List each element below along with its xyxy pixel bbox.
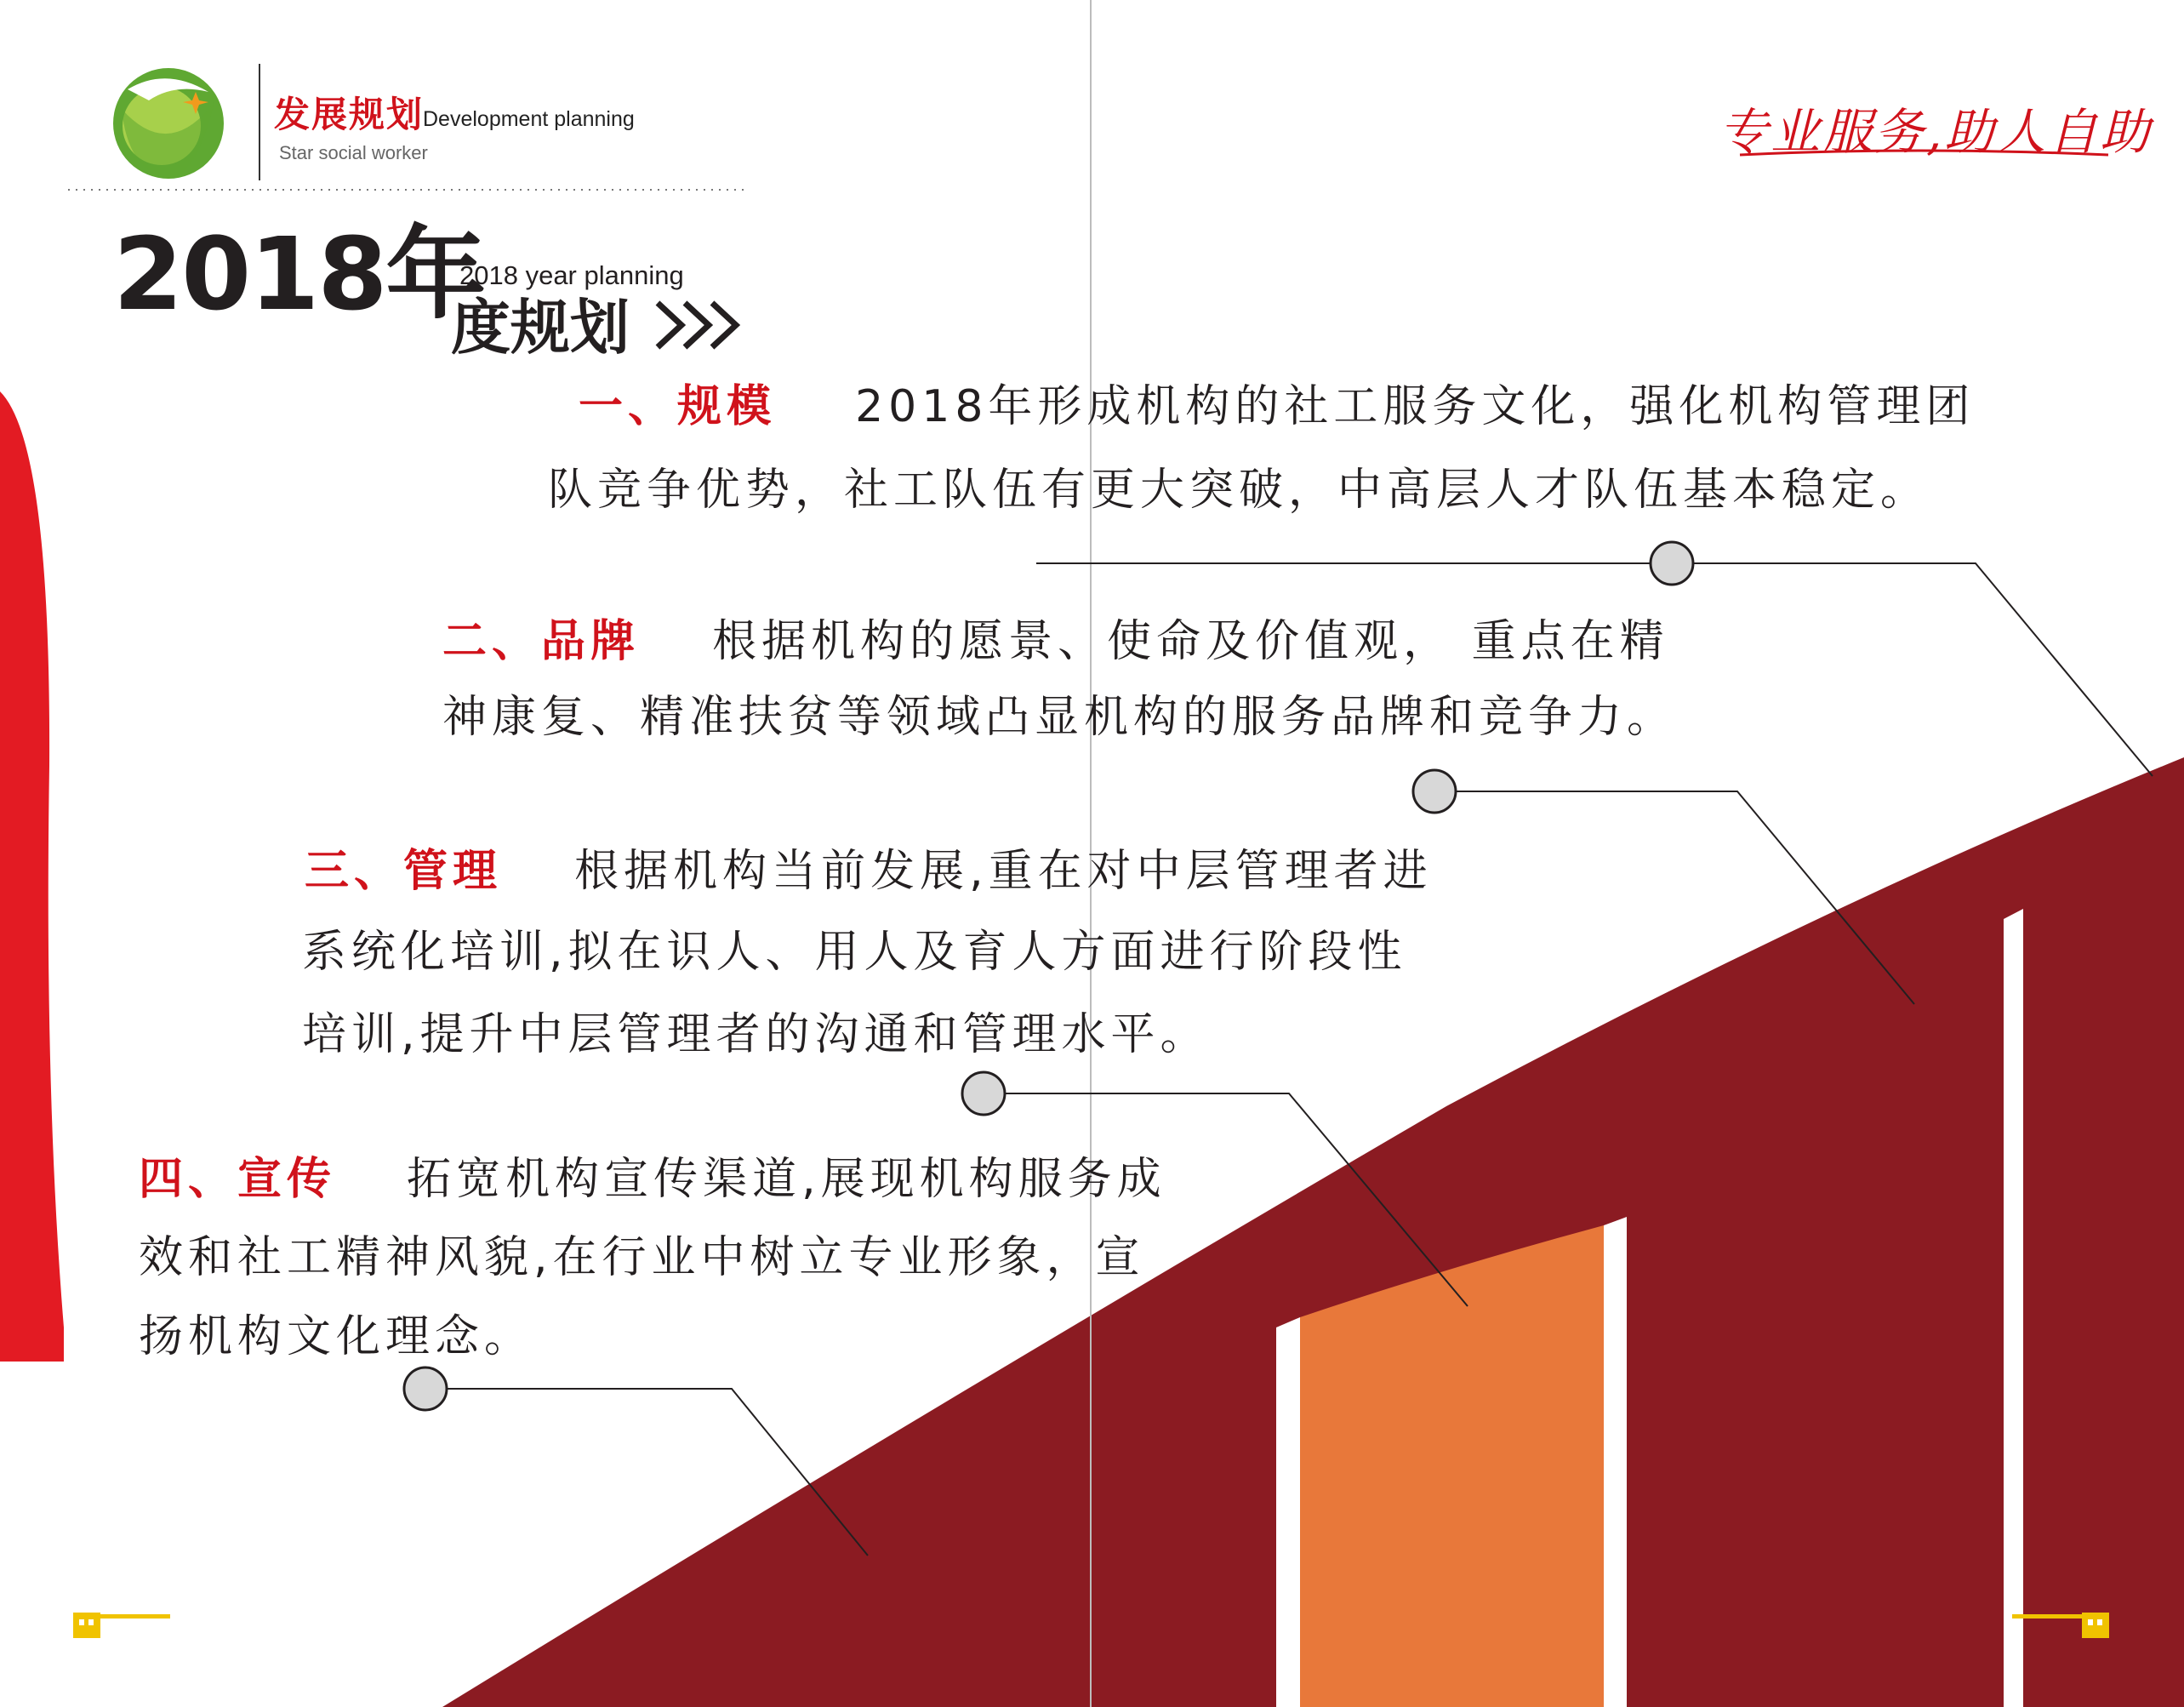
- section-3-line-2: 系统化培训,拟在识人、用人及育人方面进行阶段性: [302, 927, 1407, 978]
- section-2-heading: 二、品牌: [442, 616, 641, 667]
- section-3-text-1: 根据机构当前发展,重在对中层管理者进: [574, 846, 1433, 897]
- section-2-line-1: [442, 616, 1669, 667]
- section-2-line-2: 神康复、精准扶贫等领域凸显机构的服务品牌和竞争力。: [442, 692, 1677, 743]
- section-4-heading: 四、宣传: [139, 1154, 337, 1205]
- title-year: 2018年: [113, 215, 485, 333]
- section-4-line-1: [139, 1154, 1166, 1205]
- section-3-heading: 三、管理: [305, 846, 503, 897]
- logo-icon: [113, 68, 224, 179]
- section-1-heading: 一、规模: [579, 381, 777, 432]
- brand-name-en: Development planning: [423, 107, 635, 131]
- separator-3: [2004, 909, 2023, 1707]
- section-4-line-3: 扬机构文化理念。: [139, 1311, 534, 1362]
- section-3-line-1: [305, 846, 1433, 897]
- key-ornament-left-icon: [73, 1613, 170, 1638]
- section-1-line-1: [579, 381, 1976, 432]
- separator-2: [1604, 1217, 1627, 1707]
- separator-1: [1276, 1317, 1300, 1707]
- section-1-text-1: 2018年形成机构的社工服务文化，强化机构管理团: [855, 381, 1976, 432]
- brand-name-cn: 发展规划: [274, 94, 425, 135]
- title-rest: 度规划: [451, 293, 630, 363]
- brand-subtitle: Star social worker: [279, 142, 428, 163]
- section-4-line-2: 效和社工精神风貌,在行业中树立专业形象，宣: [139, 1232, 1145, 1283]
- title-subtitle-en: 2018 year planning: [459, 260, 684, 290]
- section-2-text-1: 根据机构的愿景、使命及价值观， 重点在精: [712, 616, 1669, 667]
- left-red-curve: [0, 391, 64, 1362]
- section-1-line-2: 队竞争优势，社工队伍有更大突破，中高层人才队伍基本稳定。: [548, 465, 1930, 516]
- section-3-line-3: 培训,提升中层管理者的沟通和管理水平。: [302, 1009, 1210, 1060]
- slogan: 专业服务,助人自助: [1719, 103, 2153, 161]
- section-4-text-1: 拓宽机构宣传渠道,展现机构服务成: [407, 1154, 1166, 1205]
- chevron-arrows-icon: [651, 291, 744, 359]
